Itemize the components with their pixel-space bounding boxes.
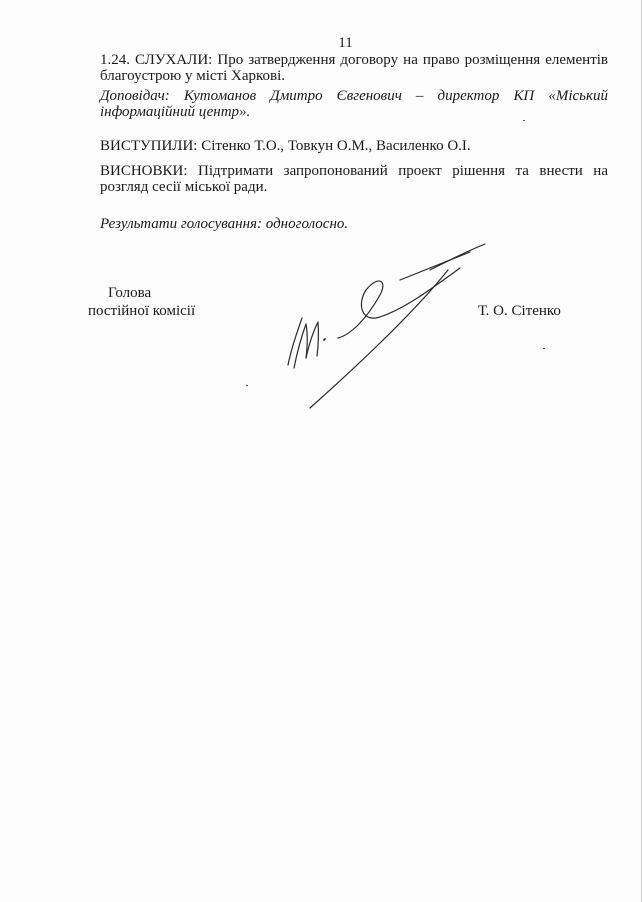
voting-result: Результати голосування: одноголосно.: [100, 216, 349, 232]
signatory-name: Т. О. Сітенко: [478, 303, 561, 319]
scan-speck: [246, 385, 248, 386]
agenda-item-spoke: ВИСТУПИЛИ: Сітенко Т.О., Товкун О.М., Василенко О.І.: [100, 138, 471, 154]
agenda-item-speaker: Доповідач: Кутоманов Дмитро Євгенович – директор КП «Міський інформаційний центр».: [100, 88, 608, 120]
page-number: 11: [338, 35, 353, 51]
signatory-title-line1: Голова: [108, 285, 152, 301]
handwritten-signature: [280, 240, 490, 415]
agenda-item-conclusions: ВИСНОВКИ: Підтримати запропонований проект рішення та внести на розгляд сесії міської ради.: [100, 163, 608, 195]
signatory-title-line2: постійної комісії: [88, 303, 196, 319]
scan-speck: [543, 348, 545, 349]
scan-speck: [523, 120, 525, 121]
agenda-item-heard: 1.24. СЛУХАЛИ: Про затвердження договору на право розміщення елементів благоустрою у місті Харкові.: [100, 52, 608, 84]
